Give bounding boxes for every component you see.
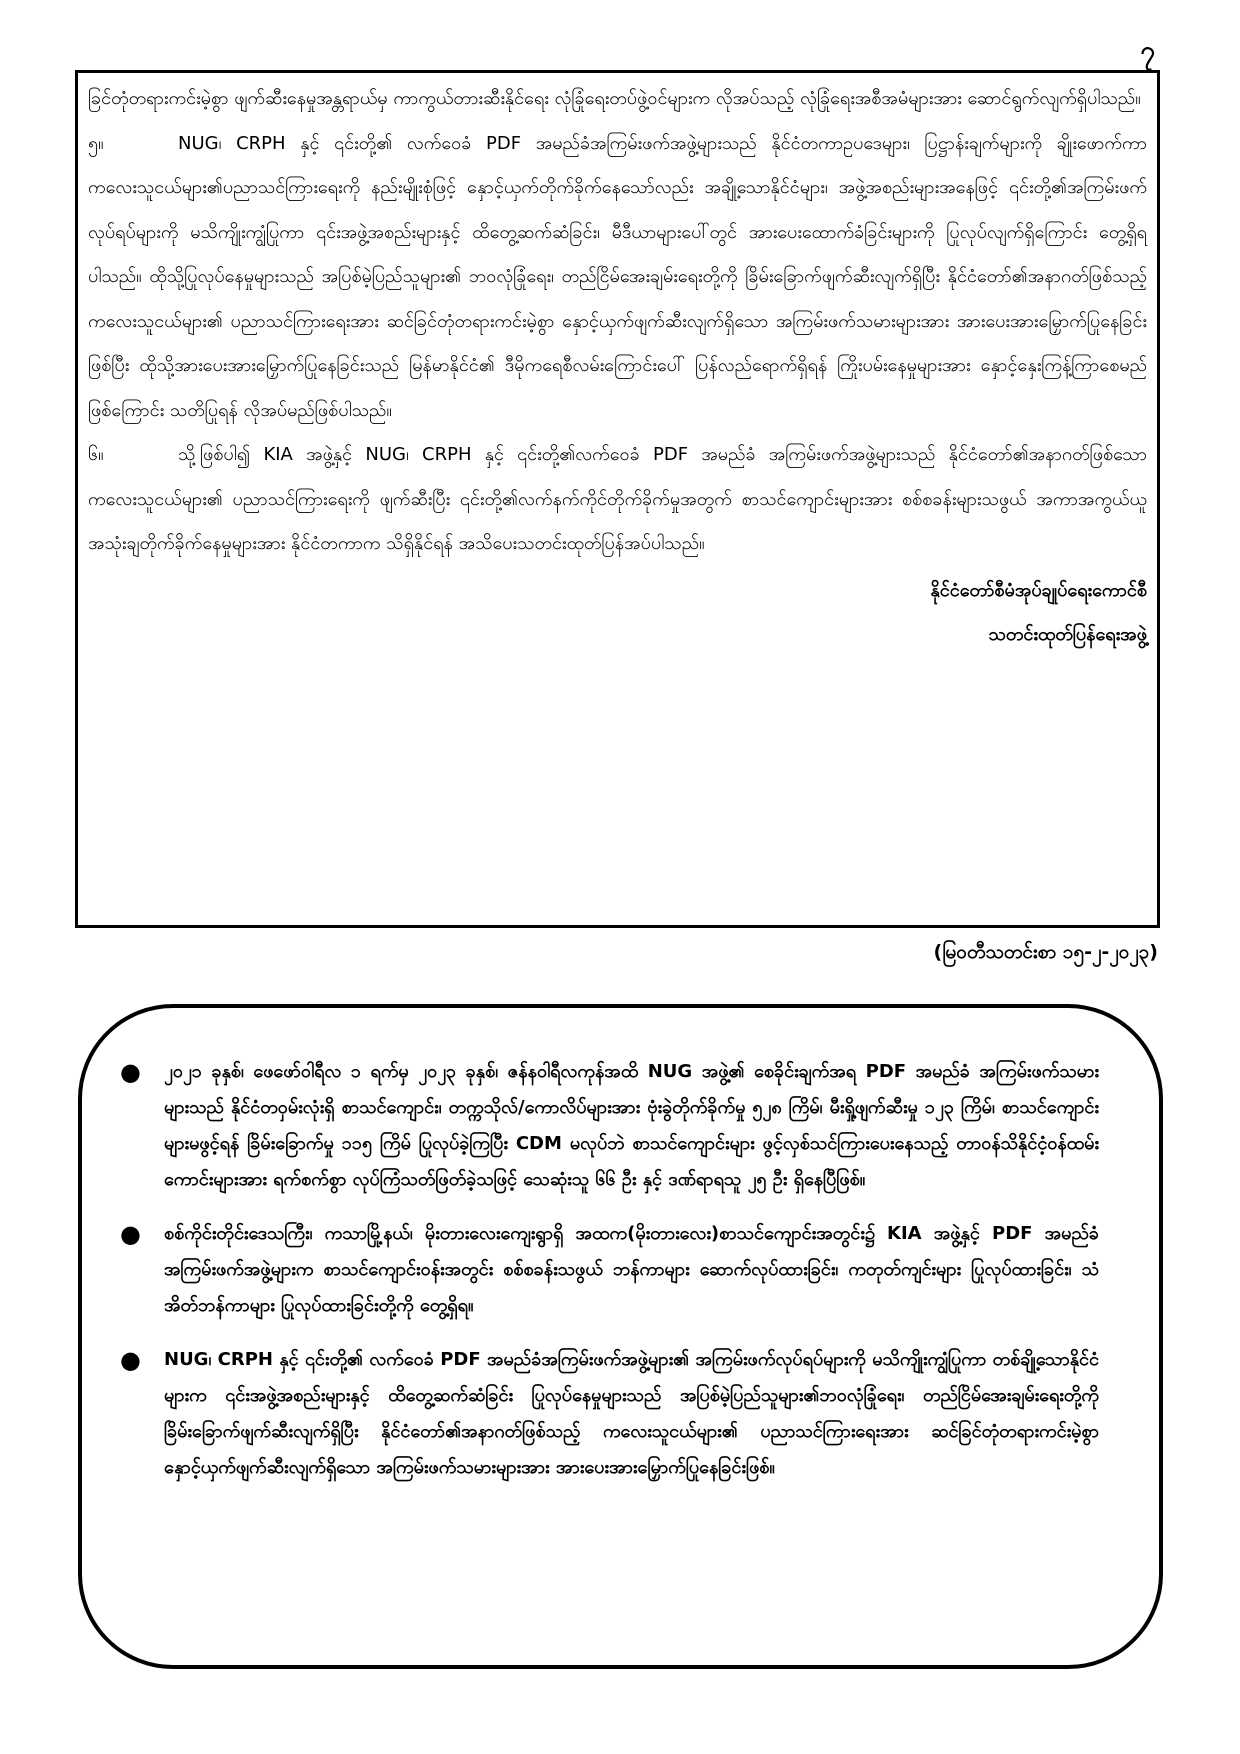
paragraph-5-text: NUG၊ CRPH နှင့် ၎င်းတို့၏ လက်ဝေခံ PDF အမည်ခံအကြမ်းဖက်အဖွဲ့များသည် နိုင်ငံတကာဥပဒေများ၊ ပြဋ္ဌာန်းချက်များကို ချိုးဖောက်ကာ ကလေးသူငယ်များ၏ပညာသင်ကြားရေးကို နည်းမျိုးစုံဖြင့် နှောင့်ယှက်တိုက်ခိုက်နေသော်လည်း အချို့သောနိုင်ငံများ၊ အဖွဲ့အစည်းများအနေဖြင့် ၎င်းတို့၏အကြမ်းဖက်လုပ်ရပ်များကို မသိကျိုးကျွံပြုကာ ၎င်းအဖွဲ့အစည်းများနှင့် ထိတွေ့ဆက်ဆံခြင်း၊ မီဒီယာများပေါ်တွင် အားပေးထောက်ခံခြင်းများကို ပြုလုပ်လျက်ရှိကြောင်း တွေ့ရှိရပါသည်။ ထိုသို့ပြုလုပ်နေမှုများသည် အပြစ်မဲ့ပြည်သူများ၏ ဘဝလုံခြုံရေး၊ တည်ငြိမ်အေးချမ်းရေးတို့ကို ခြိမ်းခြောက်ဖျက်ဆီးလျက်ရှိပြီး နိုင်ငံတော်၏အနာဂတ်ဖြစ်သည့် ကလေးသူငယ်များ၏ ပညာသင်ကြားရေးအား ဆင်ခြင်တုံတရားကင်းမဲ့စွာ နှောင့်ယှက်ဖျက်ဆီးလျက်ရှိသော အကြမ်းဖက်သမားများအား အားပေးအားမြှောက်ပြုနေခြင်းဖြစ်ပြီး ထိုသို့အားပေးအားမြှောက်ပြုနေခြင်းသည် မြန်မာနိုင်ငံ၏ ဒီမိုကရေစီလမ်းကြောင်းပေါ် ပြန်လည်ရောက်ရှိရန် ကြိုးပမ်းနေမှုများအား နှောင့်နှေးကြန့်ကြာစေမည်ဖြစ်ကြောင်း သတိပြုရန် လိုအပ်မည်ဖြစ်ပါသည်။ <box>88 132 1147 421</box>
paragraph-5 <box>88 122 1147 434</box>
summary-item-text: NUG၊ CRPH နှင့် ၎င်းတို့၏ လက်ဝေခံ PDF အမည်ခံအကြမ်းဖက်အဖွဲ့များ၏ အကြမ်းဖက်လုပ်ရပ်များကို မသိကျိုးကျွံပြုကာ တစ်ချို့သောနိုင်ငံများက ၎င်းအဖွဲ့အစည်းများနှင့် ထိတွေ့ဆက်ဆံခြင်း ပြုလုပ်နေမှုများသည် အပြစ်မဲ့ပြည်သူများ၏ဘဝလုံခြုံရေး၊ တည်ငြိမ်အေးချမ်းရေးတို့ကို ခြိမ်းခြောက်ဖျက်ဆီးလျက်ရှိပြီး နိုင်ငံတော်၏အနာဂတ်ဖြစ်သည့် ကလေးသူငယ်များ၏ ပညာသင်ကြားရေးအား ဆင်ခြင်တုံတရားကင်းမဲ့စွာ နှောင့်ယှက်ဖျက်ဆီးလျက်ရှိသော အကြမ်းဖက်သမားများအား အားပေးအားမြှောက်ပြုနေခြင်းဖြစ်။ <box>164 1349 1099 1478</box>
statement-box <box>75 70 1160 928</box>
summary-item <box>120 1342 1099 1486</box>
bullet-icon: ● <box>120 1220 141 1248</box>
paragraph-6-number: ၆။ <box>88 444 104 465</box>
summary-item <box>120 1054 1099 1198</box>
bullet-icon: ● <box>120 1058 141 1086</box>
signature-block <box>88 569 1147 657</box>
paragraph-6 <box>88 433 1147 567</box>
intro-paragraph: ခြင်တုံတရားကင်းမဲ့စွာ ဖျက်ဆီးနေမှုအန္တရာယ်မှ ကာကွယ်တားဆီးနိုင်ရေး လုံခြုံရေးတပ်ဖွဲ့ဝင်များက လိုအပ်သည့် လုံခြုံရေးအစီအမံများအား ဆောင်ရွက်လျက်ရှိပါသည်။ <box>88 88 1141 109</box>
signature-line-info-team: သတင်းထုတ်ပြန်ရေးအဖွဲ့ <box>988 623 1147 645</box>
signature-line-council: နိုင်ငံတော်စီမံအုပ်ချုပ်ရေးကောင်စီ <box>930 579 1147 601</box>
source-date-line: (မြဝတီသတင်းစာ ၁၅-၂-၂၀၂၃) <box>933 941 1158 963</box>
bullet-icon: ● <box>120 1346 141 1374</box>
page-number: ၇ <box>1140 36 1155 66</box>
paragraph-6-text: သို့ဖြစ်ပါ၍ KIA အဖွဲ့နှင့် NUG၊ CRPH နှင့် ၎င်းတို့၏လက်ဝေခံ PDF အမည်ခံ အကြမ်းဖက်အဖွဲ့များသည် နိုင်ငံတော်၏အနာဂတ်ဖြစ်သော ကလေးသူငယ်များ၏ ပညာသင်ကြားရေးကို ဖျက်ဆီးပြီး ၎င်းတို့၏လက်နက်ကိုင်တိုက်ခိုက်မှုအတွက် စာသင်ကျောင်းများအား စစ်စခန်းများသဖွယ် အကာအကွယ်ယူ အသုံးချတိုက်ခိုက်နေမှုများအား နိုင်ငံတကာက သိရှိနိုင်ရန် အသိပေးသတင်းထုတ်ပြန်အပ်ပါသည်။ <box>88 444 1147 554</box>
summary-box <box>78 1004 1163 1669</box>
paragraph-5-number: ၅။ <box>88 132 104 154</box>
summary-item <box>120 1216 1099 1324</box>
summary-item-text: ၂၀၂၁ ခုနှစ်၊ ဖေဖော်ဝါရီလ ၁ ရက်မှ ၂၀၂၃ ခုနှစ်၊ ဇန်နဝါရီလကုန်အထိ NUG အဖွဲ့၏ စေခိုင်းချက်အရ PDF အမည်ခံ အကြမ်းဖက်သမားများသည် နိုင်ငံတဝှမ်းလုံးရှိ စာသင်ကျောင်း၊ တက္ကသိုလ်/ကောလိပ်များအား ဗုံးခွဲတိုက်ခိုက်မှု ၅၂၈ ကြိမ်၊ မီးရှို့ဖျက်ဆီးမှု ၁၂၃ ကြိမ်၊ စာသင်ကျောင်းများမဖွင့်ရန် ခြိမ်းခြောက်မှု ၁၁၅ ကြိမ် ပြုလုပ်ခဲ့ကြပြီး CDM မလုပ်ဘဲ စာသင်ကျောင်းများ ဖွင့်လှစ်သင်ကြားပေးနေသည့် တာဝန်သိနိုင်ငံ့ဝန်ထမ်းကောင်းများအား ရက်စက်စွာ လုပ်ကြံသတ်ဖြတ်ခဲ့သဖြင့် သေဆုံးသူ ၆၆ ဦး နှင့် ဒဏ်ရာရသူ ၂၅ ဦး ရှိနေပြီဖြစ်။ <box>164 1061 1099 1190</box>
summary-list <box>120 1054 1099 1486</box>
summary-item-text: စစ်ကိုင်းတိုင်းဒေသကြီး၊ ကသာမြို့နယ်၊ မိုးတားလေးကျေးရွာရှိ အထက(မိုးတားလေး)စာသင်ကျောင်းအတွင်း၌ KIA အဖွဲ့နှင့် PDF အမည်ခံအကြမ်းဖက်အဖွဲ့များက စာသင်ကျောင်းဝန်းအတွင်း စစ်စခန်းသဖွယ် ဘန်ကာများ ဆောက်လုပ်ထားခြင်း၊ ကတုတ်ကျင်းများ ပြုလုပ်ထားခြင်း၊ သံအိတ်ဘန်ကာများ ပြုလုပ်ထားခြင်းတို့ကို တွေ့ရှိရ။ <box>164 1223 1099 1316</box>
